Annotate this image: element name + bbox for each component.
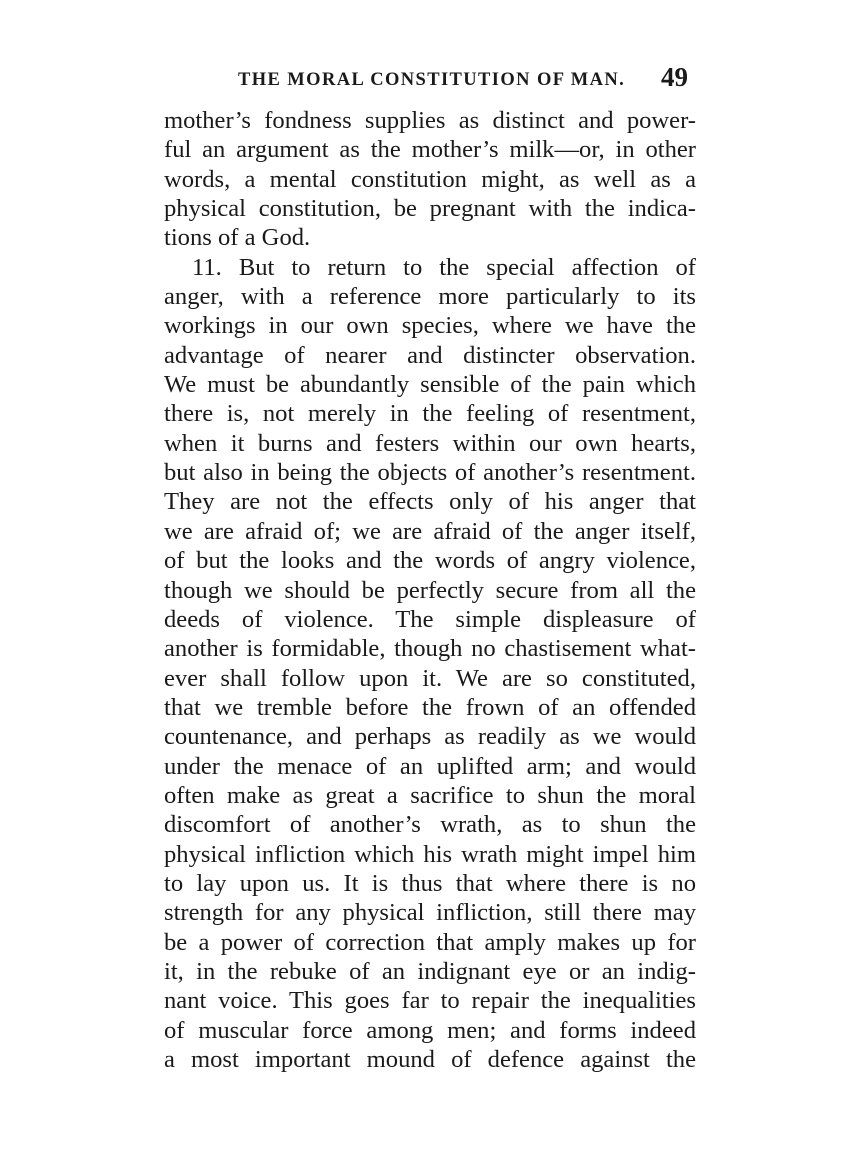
text-line: a most important mound of defence against the xyxy=(164,1046,696,1073)
text-line: physical constitution, be pregnant with the indica- xyxy=(164,195,696,223)
text-line: we are afraid of; we are afraid of the anger itself, xyxy=(164,517,696,545)
text-line: when it burns and festers within our own hearts, xyxy=(164,429,696,457)
text-line: of but the looks and the words of angry violence, xyxy=(164,547,696,575)
text-line: of muscular force among men; and forms indeed xyxy=(164,1016,696,1044)
text-line: there is, not merely in the feeling of resentment, xyxy=(164,400,696,428)
text-line: anger, with a reference more particularly to its xyxy=(164,283,696,311)
text-line: tions of a God. xyxy=(164,224,311,252)
text-line: often make as great a sacrifice to shun the moral xyxy=(164,781,696,809)
text-line: but also in being the objects of another’s resentment. xyxy=(164,459,696,487)
body-text xyxy=(164,106,696,1074)
text-line: to lay upon us. It is thus that where there is no xyxy=(164,869,696,897)
text-line: another is formidable, though no chastisement what- xyxy=(164,635,696,663)
text-line: under the menace of an uplifted arm; and would xyxy=(164,752,696,780)
text-line: workings in our own species, where we have the xyxy=(164,312,696,340)
text-line: ful an argument as the mother’s milk—or, in other xyxy=(164,136,696,164)
page-number: 49 xyxy=(661,62,688,92)
running-head xyxy=(160,62,690,98)
text-line: be a power of correction that amply makes up for xyxy=(164,928,696,956)
text-line: countenance, and perhaps as readily as we would xyxy=(164,723,696,751)
text-line: discomfort of another’s wrath, as to shun the xyxy=(164,811,696,839)
text-line: words, a mental constitution might, as well as a xyxy=(164,165,696,193)
text-line: We must be abundantly sensible of the pain which xyxy=(164,371,696,399)
paragraph-start-line: 11. But to return to the special affection of xyxy=(192,253,696,281)
running-title: THE MORAL CONSTITUTION OF MAN. xyxy=(238,70,626,90)
text-line: that we tremble before the frown of an offended xyxy=(164,693,696,721)
text-line: advantage of nearer and distincter observation. xyxy=(164,341,696,369)
text-line: deeds of violence. The simple displeasure of xyxy=(164,605,696,633)
text-line: nant voice. This goes far to repair the inequalities xyxy=(164,987,696,1015)
text-line: They are not the effects only of his anger that xyxy=(164,488,696,516)
text-line: it, in the rebuke of an indignant eye or an indig- xyxy=(164,957,696,985)
text-line: strength for any physical infliction, still there may xyxy=(164,899,696,927)
text-line: physical infliction which his wrath might impel him xyxy=(164,840,696,868)
text-line: though we should be perfectly secure from all the xyxy=(164,576,696,604)
text-line: ever shall follow upon it. We are so constituted, xyxy=(164,664,696,692)
text-line: mother’s fondness supplies as distinct and power- xyxy=(164,107,696,134)
